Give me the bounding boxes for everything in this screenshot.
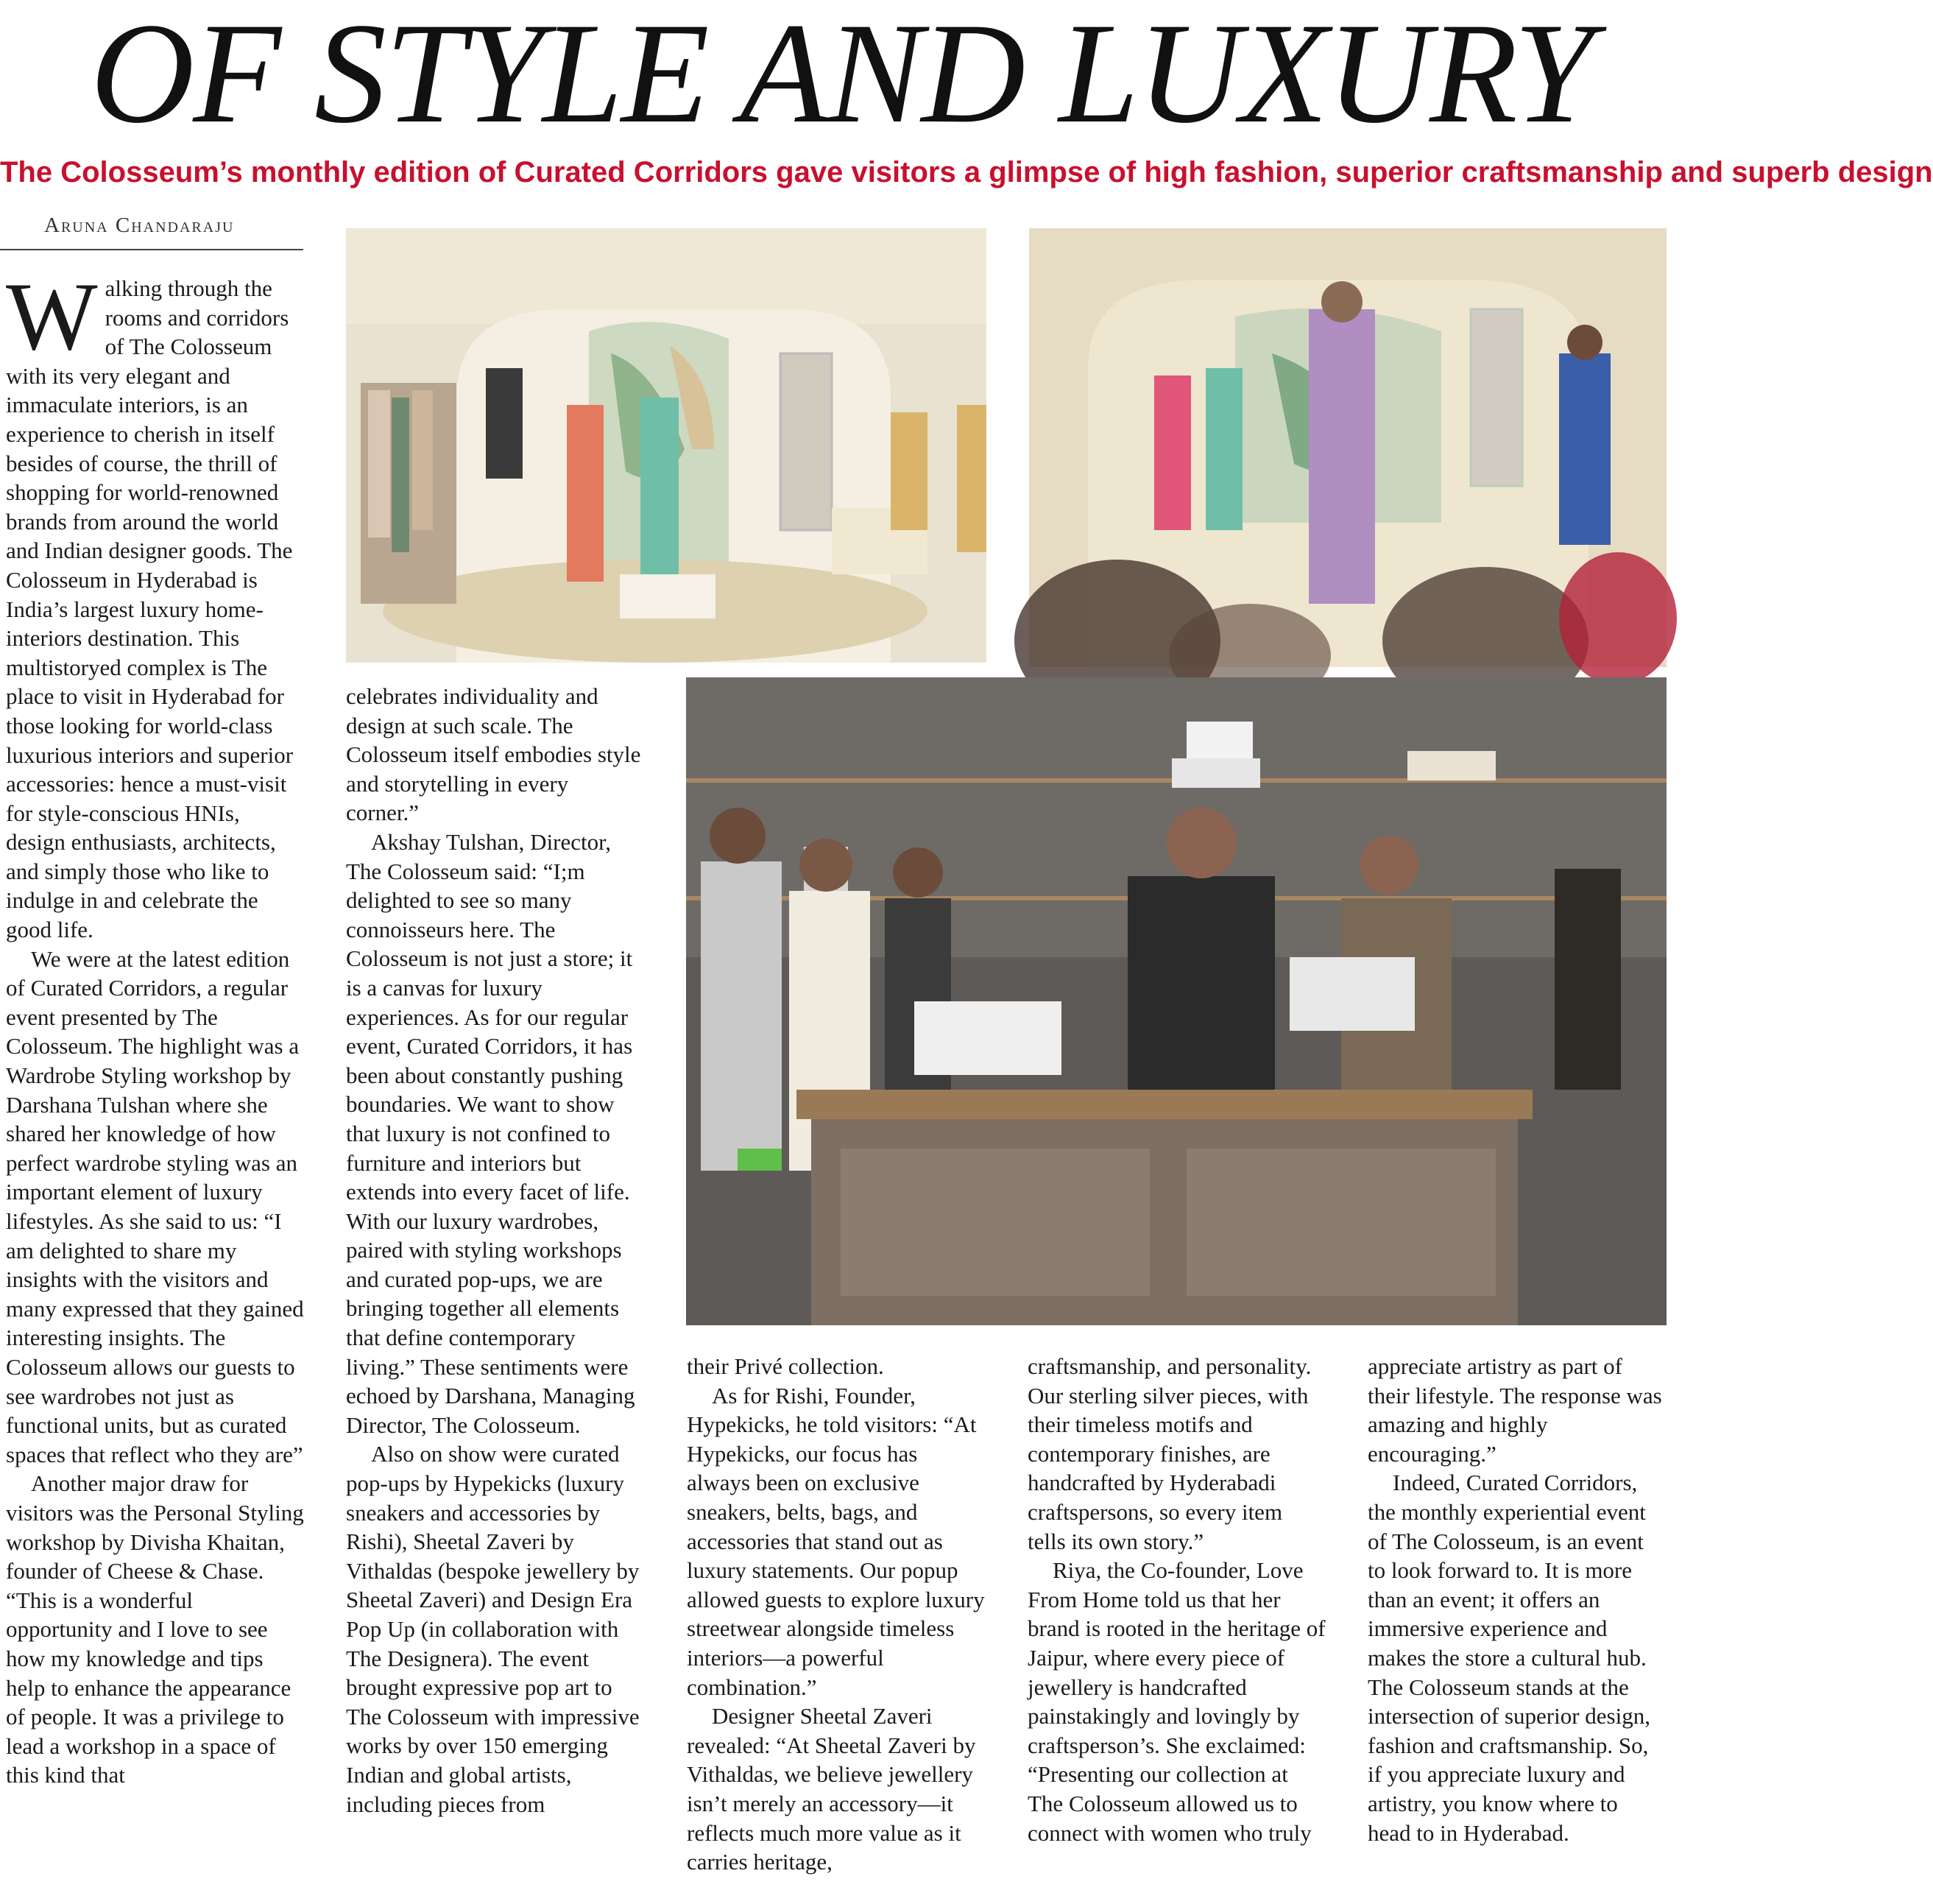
column-2: [346, 682, 644, 1819]
col2-paragraph-3: Also on show were curated pop-ups by Hypekicks (luxury sneakers and accessories by Rishi), Sheetal Zaveri by Vithaldas (bespoke jewellery by Sheetal Zaveri) and Design Era Pop Up (in collaboration with The Designera). The event brought expressive pop art to The Colosseum with impressive works by over 150 emerging Indian and global artists, including pieces from: [346, 1441, 640, 1817]
column-5: [1368, 1352, 1666, 1847]
col1-paragraph-1-text: alking through the rooms and corridors of The Colosseum with its very elegant and immaculate interiors, is an experience to cherish in itself besides of course, the thrill of shopping for world-renowned brands from around the world and Indian designer goods. The Colosseum in Hyderabad is India’s largest luxury home-interiors destination. This multistoryed complex is The place to visit in Hyderabad for those looking for world-class luxurious interiors and superior accessories: hence a must-visit for style-conscious HNIs, design enthusiasts, architects, and simply those who like to indulge in and celebrate the good life.: [6, 275, 294, 943]
col2-paragraph-1: celebrates individuality and design at such scale. The Colosseum itself embodies style and storytelling in every corner.”: [346, 683, 641, 826]
photo-styling-workshop: [1029, 228, 1667, 667]
styling-workshop-image: [1029, 228, 1667, 667]
deck: The Colosseum’s monthly edition of Curated Corridors gave visitors a glimpse of high fashion, superior craftsmanship and superb design: [0, 156, 1933, 188]
column-3: [687, 1352, 985, 1877]
column-1: [6, 262, 304, 1790]
col4-paragraph-1: craftsmanship, and personality. Our sterling silver pieces, with their timeless motifs and contemporary finishes, are handcrafted by Hyderabadi craftspersons, so every item tells its own story.”: [1028, 1353, 1312, 1554]
col1-paragraph-1: [6, 262, 304, 945]
byline-rule: [0, 249, 303, 250]
column-4: [1028, 1352, 1326, 1847]
col1-paragraph-2: We were at the latest edition of Curated Corridors, a regular event presented by The Colosseum. The highlight was a Wardrobe Styling workshop by Darshana Tulshan where she shared her knowledge of how perfect wardrobe styling was an important element of luxury lifestyles. As she said to us: “I am delighted to share my insights with the visitors and many expressed that they gained interesting insights. The Colosseum allows our guests to see wardrobes not just as functional units, but as curated spaces that reflect who they are”: [6, 945, 304, 1467]
col5-paragraph-1: appreciate artistry as part of their lifestyle. The response was amazing and highly encouraging.”: [1368, 1353, 1662, 1467]
col1-paragraph-3: Another major draw for visitors was the Personal Styling workshop by Divisha Khaitan, founder of Cheese & Chase. “This is a wonderful opportunity and I love to see how my knowledge and tips help to enhance the appearance of people. It was a privilege to lead a workshop in a space of this kind that: [6, 1470, 304, 1788]
byline: Aruna Chandaraju: [44, 214, 235, 237]
col5-paragraph-2: Indeed, Curated Corridors, the monthly experiential event of The Colosseum, is an event to look forward to. It is more than an event; it offers an immersive experience and makes the store a cultural hub. The Colosseum stands at the intersection of superior design, fashion and craftsmanship. So, if you appreciate luxury and artistry, you know where to head to in Hyderabad.: [1368, 1470, 1650, 1846]
col4-paragraph-2: Riya, the Co-founder, Love From Home told us that her brand is rooted in the heritage of Jaipur, where every piece of jewellery is handcrafted painstakingly and lovingly by craftsperson’s. She exclaimed: “Presenting our collection at The Colosseum allowed us to connect with women who truly: [1028, 1557, 1326, 1846]
col2-paragraph-2: Akshay Tulshan, Director, The Colosseum said: “I;m delighted to see so many connoisseurs here. The Colosseum is not just a store; it is a canvas for luxury experiences. As for our regular event, Curated Corridors, it has been about constantly pushing boundaries. We want to show that luxury is not confined to furniture and interiors but extends into every facet of life. With our luxury wardrobes, paired with styling workshops and curated pop-ups, we are bringing together all elements that define contemporary living.” These sentiments were echoed by Darshana, Managing Director, The Colosseum.: [346, 828, 635, 1438]
boutique-interior-image: [346, 228, 986, 663]
col3-paragraph-3: Designer Sheetal Zaveri revealed: “At Sheetal Zaveri by Vithaldas, we believe jewellery isn’t merely an accessory—it reflects much more value as it carries heritage,: [687, 1703, 976, 1875]
col3-paragraph-1: their Privé collection.: [687, 1353, 884, 1379]
drop-cap: W: [6, 262, 98, 370]
photo-boutique-interior: [346, 228, 986, 663]
col3-paragraph-2: As for Rishi, Founder, Hypekicks, he told visitors: “At Hypekicks, our focus has always been on exclusive sneakers, belts, bags, and accessories that stand out as luxury statements. Our popup allowed guests to explore luxury streetwear alongside timeless interiors—a powerful combination.”: [687, 1382, 985, 1700]
photo-popup-gathering: [686, 677, 1667, 1325]
headline: OF STYLE AND LUXURY: [90, 0, 1593, 153]
popup-gathering-image: [686, 677, 1667, 1325]
